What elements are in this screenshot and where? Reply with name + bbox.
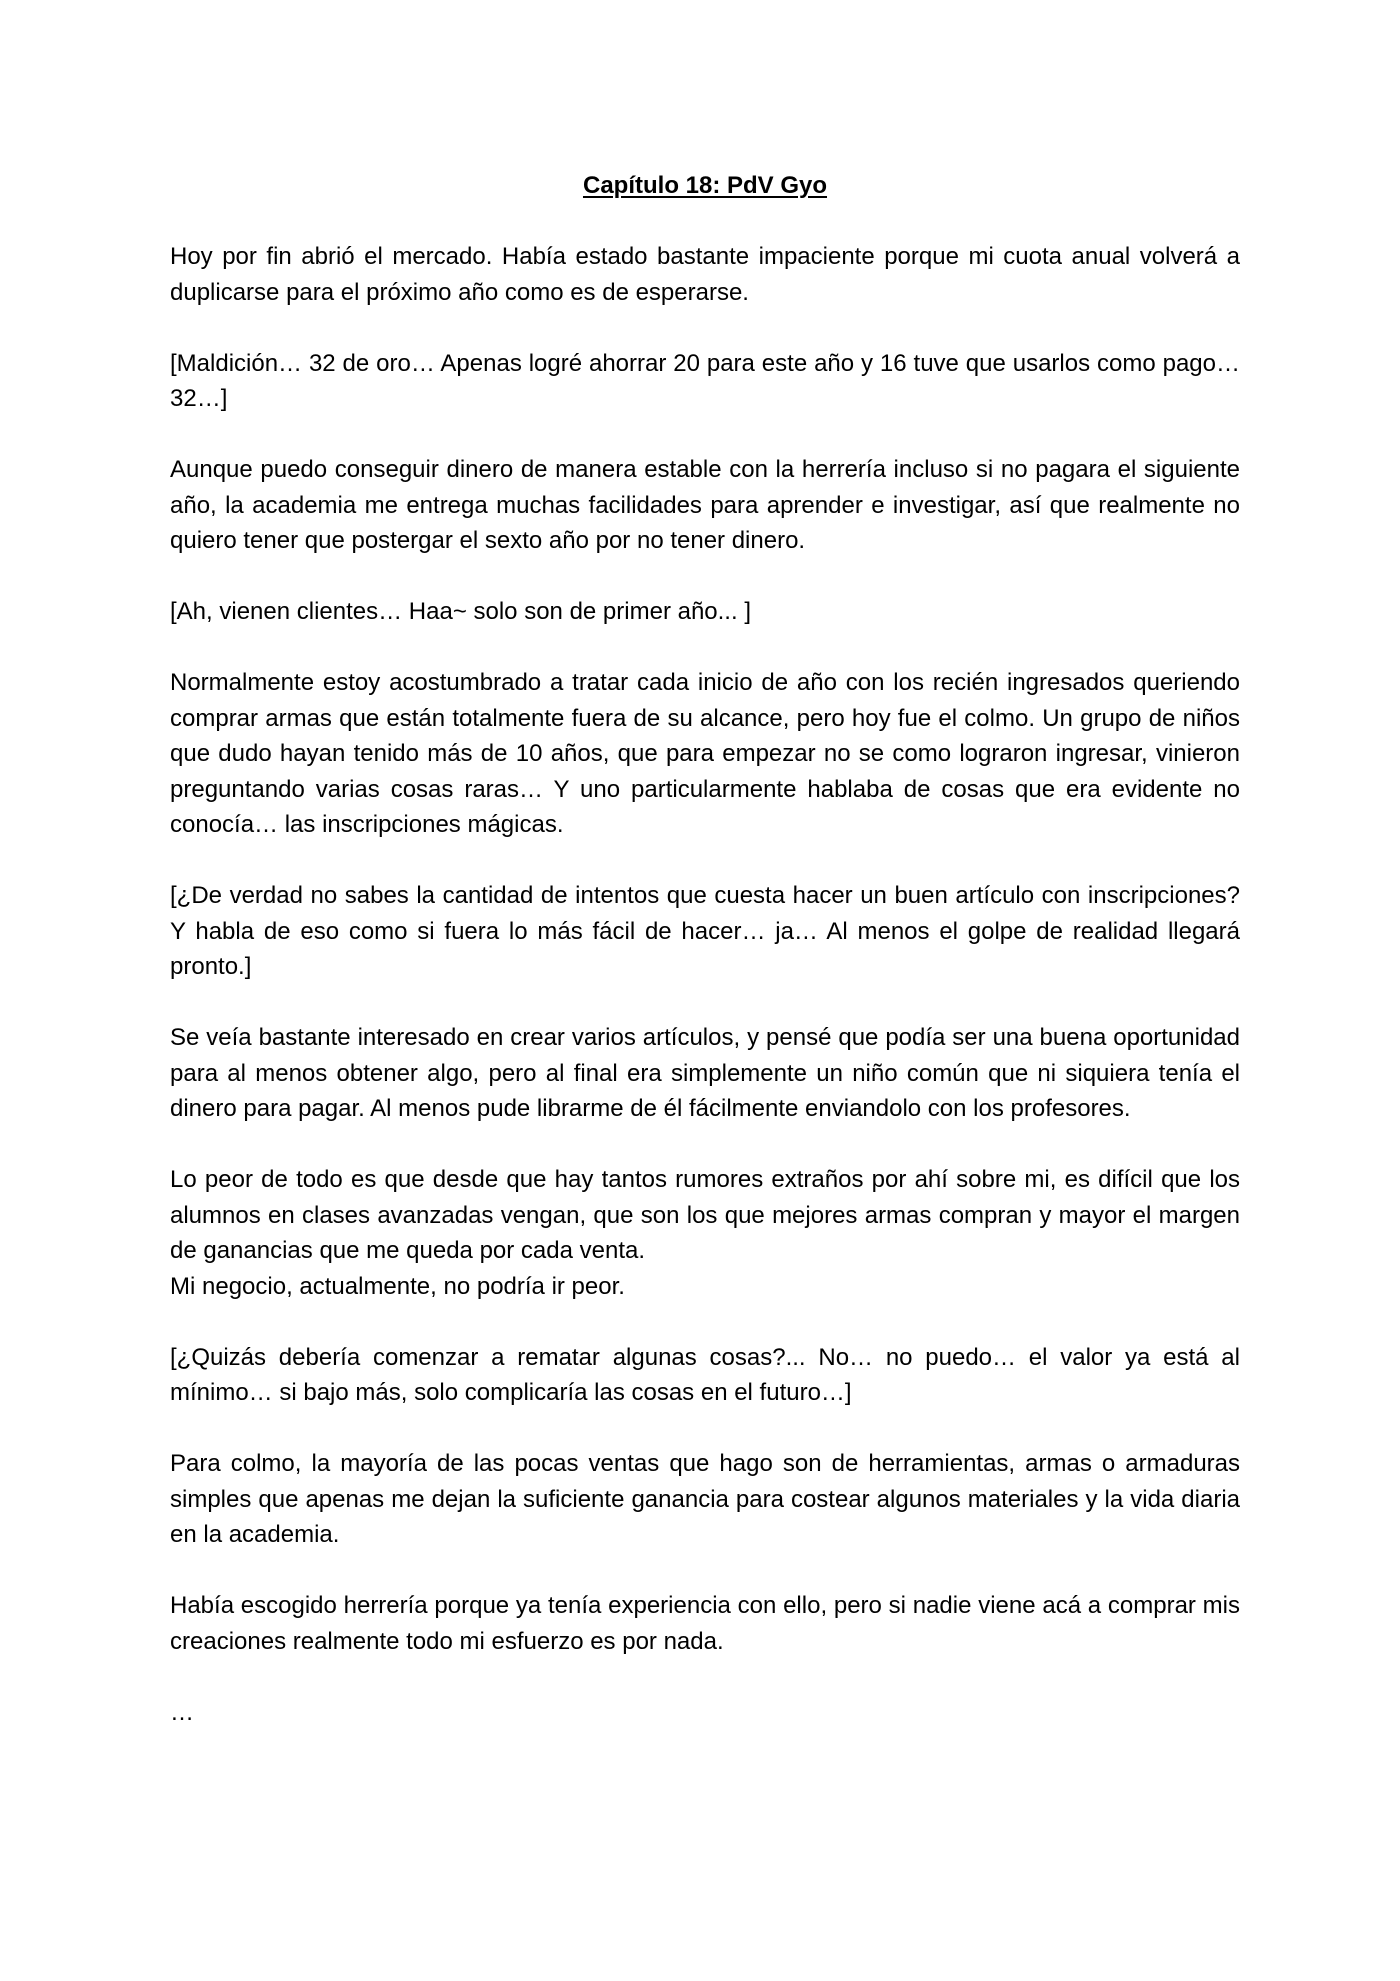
paragraph-6: [¿De verdad no sabes la cantidad de intentos que cuesta hacer un buen artículo con inscripciones? Y habla de eso como si fuera lo más fácil de hacer… ja… Al menos el golpe de realidad llegará pronto.]: [170, 882, 1240, 980]
paragraph-1: Hoy por fin abrió el mercado. Había estado bastante impaciente porque mi cuota anual volverá a duplicarse para el próximo año como es de esperarse.: [170, 243, 1240, 306]
paragraph-4: [Ah, vienen clientes… Haa~ solo son de primer año... ]: [170, 598, 751, 625]
paragraph-9: Mi negocio, actualmente, no podría ir peor.: [170, 1272, 625, 1300]
ellipsis-paragraph: …: [170, 1698, 194, 1726]
paragraph-11: Para colmo, la mayoría de las pocas ventas que hago son de herramientas, armas o armaduras simples que apenas me dejan la suficiente ganancia para costear algunos materiales y la vida diaria en la academia.: [170, 1450, 1240, 1548]
paragraph-3: Aunque puedo conseguir dinero de manera estable con la herrería incluso si no pagara el siguiente año, la academia me entrega muchas facilidades para aprender e investigar, así que realmente no quiero tener que postergar el sexto año por no tener dinero.: [170, 456, 1240, 554]
paragraph-2: [Maldición… 32 de oro… Apenas logré ahorrar 20 para este año y 16 tuve que usarlos como pago… 32…]: [170, 349, 1240, 412]
document-body: [170, 168, 1240, 1766]
paragraph-5: Normalmente estoy acostumbrado a tratar cada inicio de año con los recién ingresados queriendo comprar armas que están totalmente fuera de su alcance, pero hoy fue el colmo. Un grupo de niños que dudo hayan tenido más de 10 años, que para empezar no se como lograron ingresar, vinieron preguntando varias cosas raras… Y uno particularmente hablaba de cosas que era evidente no conocía… las inscripciones mágicas.: [170, 669, 1240, 838]
paragraph-10: [¿Quizás debería comenzar a rematar algunas cosas?... No… no puedo… el valor ya está al mínimo… si bajo más, solo complicaría las cosas en el futuro…]: [170, 1343, 1240, 1406]
paragraph-12: Había escogido herrería porque ya tenía experiencia con ello, pero si nadie viene acá a comprar mis creaciones realmente todo mi esfuerzo es por nada.: [170, 1592, 1240, 1655]
chapter-title: Capítulo 18: PdV Gyo: [582, 172, 828, 199]
paragraph-8: Lo peor de todo es que desde que hay tantos rumores extraños por ahí sobre mi, es difícil que los alumnos en clases avanzadas vengan, que son los que mejores armas compran y mayor el margen de ganancias que me queda por cada venta.: [170, 1166, 1240, 1264]
paragraph-7: Se veía bastante interesado en crear varios artículos, y pensé que podía ser una buena oportunidad para al menos obtener algo, pero al final era simplemente un niño común que ni siquiera tenía el dinero para pagar. Al menos pude librarme de él fácilmente enviandolo con los profesores.: [170, 1024, 1240, 1122]
